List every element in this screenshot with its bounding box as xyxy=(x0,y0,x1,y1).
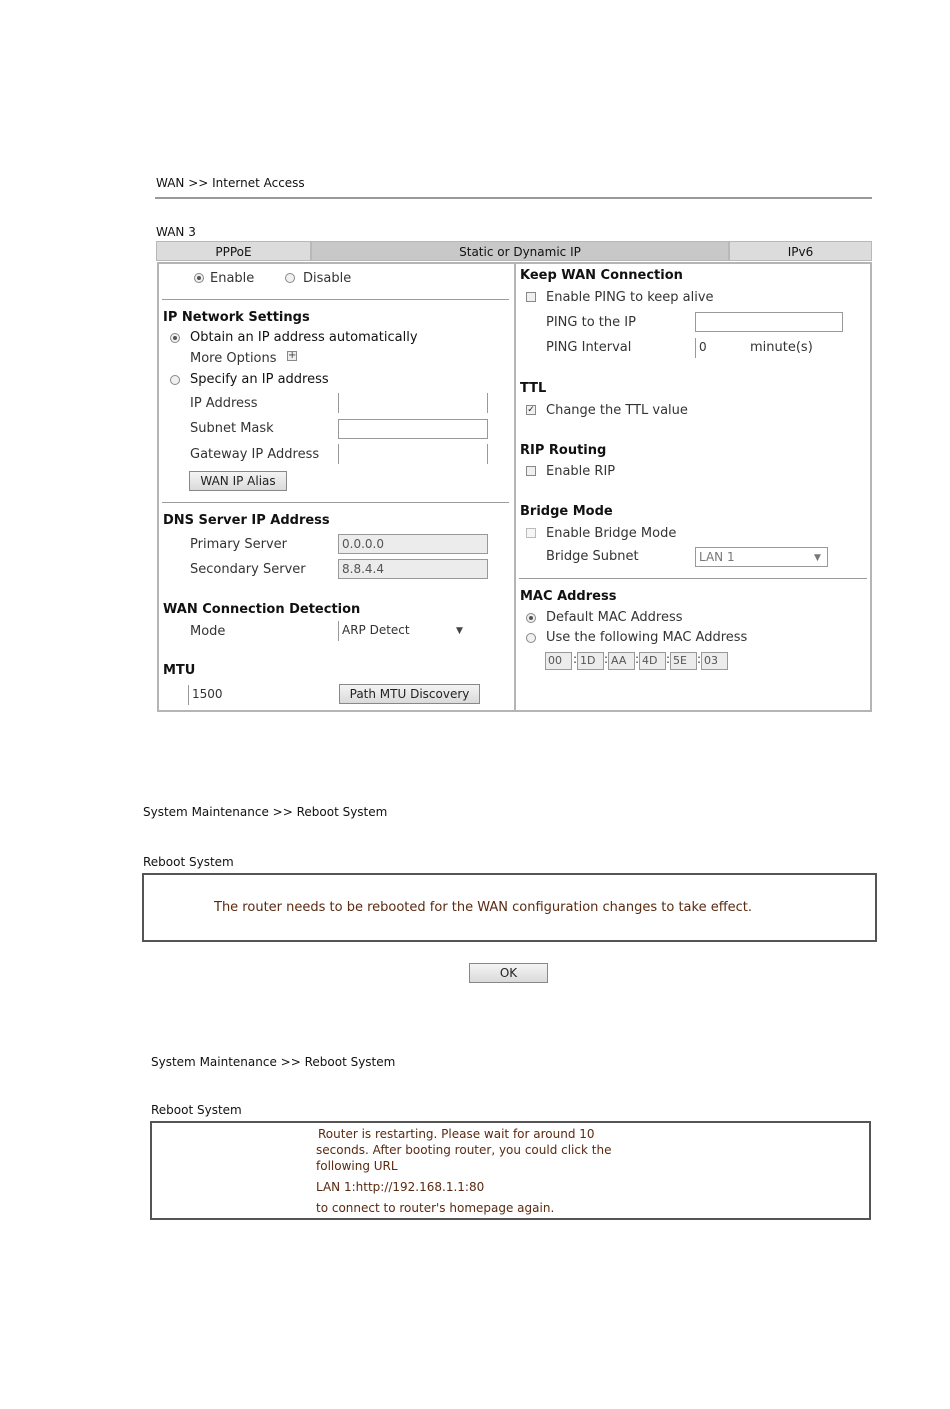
enable-label: Enable xyxy=(210,271,255,286)
keep-wan-title: Keep WAN Connection xyxy=(520,268,683,283)
restart-message-line: Router is restarting. Please wait for around 10 xyxy=(318,1127,595,1141)
mac-octet-field[interactable]: 00 xyxy=(545,652,572,670)
mac-octet-field[interactable]: AA xyxy=(608,652,635,670)
tab-static-dynamic-ip[interactable]: Static or Dynamic IP xyxy=(311,241,729,261)
tab-pppoe[interactable]: PPPoE xyxy=(156,241,311,261)
default-mac-radio[interactable] xyxy=(526,613,536,623)
breadcrumb-divider xyxy=(155,197,872,199)
mac-octet-field[interactable]: 03 xyxy=(701,652,728,670)
bridge-subnet-label: Bridge Subnet xyxy=(546,549,639,564)
tab-ipv6[interactable]: IPv6 xyxy=(729,241,872,261)
dns-title: DNS Server IP Address xyxy=(163,513,330,528)
ip-address-label: IP Address xyxy=(190,396,258,411)
restart-message-line: seconds. After booting router, you could click the xyxy=(316,1143,612,1157)
path-mtu-discovery-button[interactable]: Path MTU Discovery xyxy=(339,684,480,704)
ping-keep-alive-label: Enable PING to keep alive xyxy=(546,290,714,305)
ttl-checkbox[interactable]: ✓ xyxy=(527,405,535,415)
wan-tab-bar xyxy=(156,241,872,262)
ping-ip-label: PING to the IP xyxy=(546,315,636,330)
reboot-breadcrumb: System Maintenance >> Reboot System xyxy=(151,1055,396,1069)
ping-interval-unit: minute(s) xyxy=(750,340,813,355)
enable-radio[interactable] xyxy=(194,273,204,283)
ping-interval-input[interactable]: 0 xyxy=(695,338,745,358)
ok-button[interactable]: OK xyxy=(469,963,548,983)
wan-ip-alias-button[interactable]: WAN IP Alias xyxy=(189,471,287,491)
custom-mac-radio[interactable] xyxy=(526,633,536,643)
secondary-server-label: Secondary Server xyxy=(190,562,306,577)
subnet-mask-input[interactable] xyxy=(338,419,488,439)
gateway-ip-label: Gateway IP Address xyxy=(190,447,320,462)
default-mac-label: Default MAC Address xyxy=(546,610,683,625)
specify-ip-radio[interactable] xyxy=(170,375,180,385)
wan-section-title: WAN 3 xyxy=(156,225,196,239)
expand-plus-icon[interactable]: + xyxy=(288,350,297,361)
disable-label: Disable xyxy=(303,271,352,286)
mode-select[interactable] xyxy=(338,621,468,641)
rip-title: RIP Routing xyxy=(520,443,607,458)
bridge-checkbox[interactable] xyxy=(526,528,536,538)
primary-server-input[interactable]: 0.0.0.0 xyxy=(338,534,488,554)
reboot-breadcrumb: System Maintenance >> Reboot System xyxy=(143,805,388,819)
reboot-title: Reboot System xyxy=(151,1103,242,1117)
reboot-required-message: The router needs to be rebooted for the WAN configuration changes to take effect. xyxy=(214,900,753,915)
mode-select-value: ARP Detect xyxy=(342,623,410,637)
mac-separator: : xyxy=(573,652,578,666)
section-divider xyxy=(162,299,509,300)
mac-separator: : xyxy=(666,652,671,666)
section-divider xyxy=(519,578,867,579)
rip-label: Enable RIP xyxy=(546,464,616,479)
primary-server-label: Primary Server xyxy=(190,537,287,552)
mac-separator: : xyxy=(697,652,702,666)
chevron-down-icon: ▼ xyxy=(814,553,821,563)
obtain-ip-label: Obtain an IP address automatically xyxy=(190,330,418,345)
mac-octet-field[interactable]: 1D xyxy=(577,652,604,670)
bridge-title: Bridge Mode xyxy=(520,504,613,519)
mtu-input[interactable]: 1500 xyxy=(188,685,268,705)
obtain-ip-radio[interactable] xyxy=(170,333,180,343)
mac-octet-field[interactable]: 5E xyxy=(670,652,697,670)
specify-ip-label: Specify an IP address xyxy=(190,372,329,387)
ping-interval-label: PING Interval xyxy=(546,340,632,355)
wan-detection-title: WAN Connection Detection xyxy=(163,602,361,617)
subnet-mask-label: Subnet Mask xyxy=(190,421,274,436)
custom-mac-label: Use the following MAC Address xyxy=(546,630,748,645)
chevron-down-icon: ▼ xyxy=(456,626,463,636)
ping-keep-alive-checkbox[interactable] xyxy=(526,292,536,302)
bridge-subnet-value: LAN 1 xyxy=(699,550,735,564)
panel-column-divider xyxy=(514,263,516,710)
ttl-label: Change the TTL value xyxy=(546,403,688,418)
ping-ip-input[interactable] xyxy=(695,312,843,332)
reboot-title: Reboot System xyxy=(143,855,234,869)
mode-label: Mode xyxy=(190,624,226,639)
ip-address-input[interactable] xyxy=(338,393,488,413)
bridge-subnet-select[interactable] xyxy=(695,547,828,567)
router-url-link[interactable]: LAN 1:http://192.168.1.1:80 xyxy=(316,1180,485,1194)
mac-separator: : xyxy=(604,652,609,666)
mtu-title: MTU xyxy=(163,663,196,678)
ttl-title: TTL xyxy=(520,381,547,396)
restart-message-line: following URL xyxy=(316,1159,398,1173)
secondary-server-input[interactable]: 8.8.4.4 xyxy=(338,559,488,579)
section-divider xyxy=(162,502,509,503)
wan-breadcrumb: WAN >> Internet Access xyxy=(156,176,305,190)
more-options-label: More Options xyxy=(190,351,277,366)
bridge-label: Enable Bridge Mode xyxy=(546,526,677,541)
mac-title: MAC Address xyxy=(520,589,617,604)
rip-checkbox[interactable] xyxy=(526,466,536,476)
ip-network-settings-title: IP Network Settings xyxy=(163,310,310,325)
gateway-ip-input[interactable] xyxy=(338,444,488,464)
disable-radio[interactable] xyxy=(285,273,295,283)
mac-octet-field[interactable]: 4D xyxy=(639,652,666,670)
mac-separator: : xyxy=(635,652,640,666)
restart-message-line: to connect to router's homepage again. xyxy=(316,1201,555,1215)
